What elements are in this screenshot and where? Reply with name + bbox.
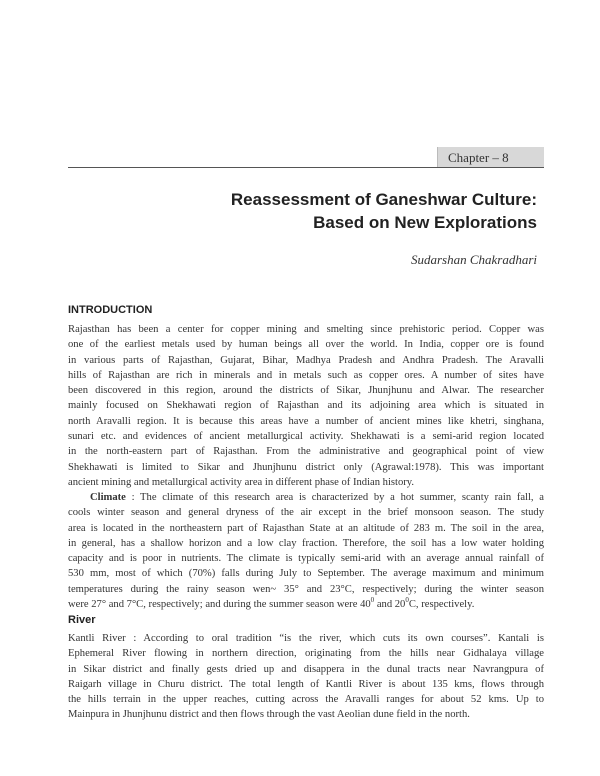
intro-line: in the north-eastern part of Rajasthan. From the administrative and geographical point of view bbox=[68, 446, 544, 458]
title-line-1: Reassessment of Ganeshwar Culture: bbox=[230, 190, 537, 209]
climate-line: area is located in the northeastern part of Rajasthan State at an altitude of 283 m. The soil in the area, bbox=[68, 522, 544, 534]
river-heading: River bbox=[68, 614, 96, 626]
superscript: 0 bbox=[370, 597, 375, 605]
intro-line: north Aravalli region. It is because this areas have a number of ancient mines like khetri, singhana, bbox=[68, 415, 544, 427]
superscript: 0 bbox=[405, 597, 409, 605]
intro-line: sunari etc. and evidences of ancient metallurgical activity. Shekhawati is a semi-arid region located bbox=[68, 431, 544, 443]
river-line: in Sikar district and finally gests dried up and disappera in the dunal tracts near Navrangpura of bbox=[68, 663, 544, 675]
river-paragraph bbox=[68, 631, 544, 723]
intro-line: ancient mining and metallurgical activity area in different phase of Indian history. bbox=[68, 476, 415, 488]
climate-line: cools winter season and general dryness of the air except in the brief monsoon season. The study bbox=[68, 507, 544, 519]
title-line-2: Based on New Explorations bbox=[313, 213, 537, 232]
intro-line: been discovered in this region, around the districts of Sikar, Jhunjhunu and Alwar. The researcher bbox=[68, 385, 544, 397]
chapter-title bbox=[150, 188, 537, 234]
climate-line bbox=[68, 490, 544, 505]
climate-run-in: Climate bbox=[90, 492, 126, 503]
climate-line: 530 mm, most of which (70%) falls during July to September. The average maximum and minimum bbox=[68, 568, 544, 580]
climate-line: temperatures during the rainy season wen~ 35° and 23°C, respectively; during the winter season bbox=[68, 583, 544, 595]
intro-line: Rajasthan has been a center for copper mining and smelting since prehistoric period. Copper was bbox=[68, 324, 544, 335]
river-line: the hills terrain in the upper reaches, cutting across the Aravalli ranges for about 52 kms. Up to bbox=[68, 694, 544, 706]
river-line: Mainpura in Jhunjhunu district and then flows through the vast Aeolian dune field in the north. bbox=[68, 709, 470, 721]
climate-paragraph bbox=[68, 490, 544, 612]
river-line: Ephemeral River flowing in northern direction, originating from the hills near Gidhalaya village bbox=[68, 648, 544, 660]
chapter-rule bbox=[68, 167, 544, 168]
intro-line: mainly focused on Shekhawati region of Rajasthan and its adjoining area which is situated in bbox=[68, 400, 544, 412]
climate-line-text: : The climate of this research area is characterized by a hot summer, scanty rain fall, a bbox=[131, 492, 544, 503]
climate-line: in general, has a shallow horizon and a low clay fraction. Therefore, the soil has a low water holding bbox=[68, 537, 544, 549]
climate-text: C, respectively. bbox=[408, 599, 475, 611]
river-line: Raigarh village in Churu district. The total length of Kantli River is about 135 kms, flows through bbox=[68, 678, 544, 690]
climate-text: were 27° and 7°C, respectively; and during the summer season were 40 bbox=[68, 599, 371, 611]
introduction-heading: INTRODUCTION bbox=[68, 304, 153, 316]
introduction-paragraph bbox=[68, 322, 544, 490]
intro-line: one of the earliest metals used by human beings all over the world. In India, copper ore is found bbox=[68, 339, 544, 351]
climate-line bbox=[68, 597, 544, 612]
intro-line: Shekhawati is limited to Sikar and Jhunjhunu district only (Agrawal:1978). This was important bbox=[68, 461, 544, 473]
chapter-label: Chapter – 8 bbox=[437, 147, 544, 168]
author-name: Sudarshan Chakradhari bbox=[410, 252, 537, 267]
climate-line: capacity and is poor in nutrients. The climate is typically semi-arid with an average annual rainfall of bbox=[68, 553, 544, 565]
river-line: Kantli River : According to oral tradition “is the river, which cuts its own courses”. Kantali is bbox=[68, 633, 544, 644]
intro-line: in various parts of Rajasthan, Gujarat, Bihar, Madhya Pradesh and Andhra Pradesh. The Aravalli bbox=[68, 354, 544, 366]
intro-line: hills of Rajasthan are rich in minerals and in metals such as copper ores. A number of sites have bbox=[68, 369, 544, 381]
climate-text: and 20 bbox=[374, 599, 406, 611]
